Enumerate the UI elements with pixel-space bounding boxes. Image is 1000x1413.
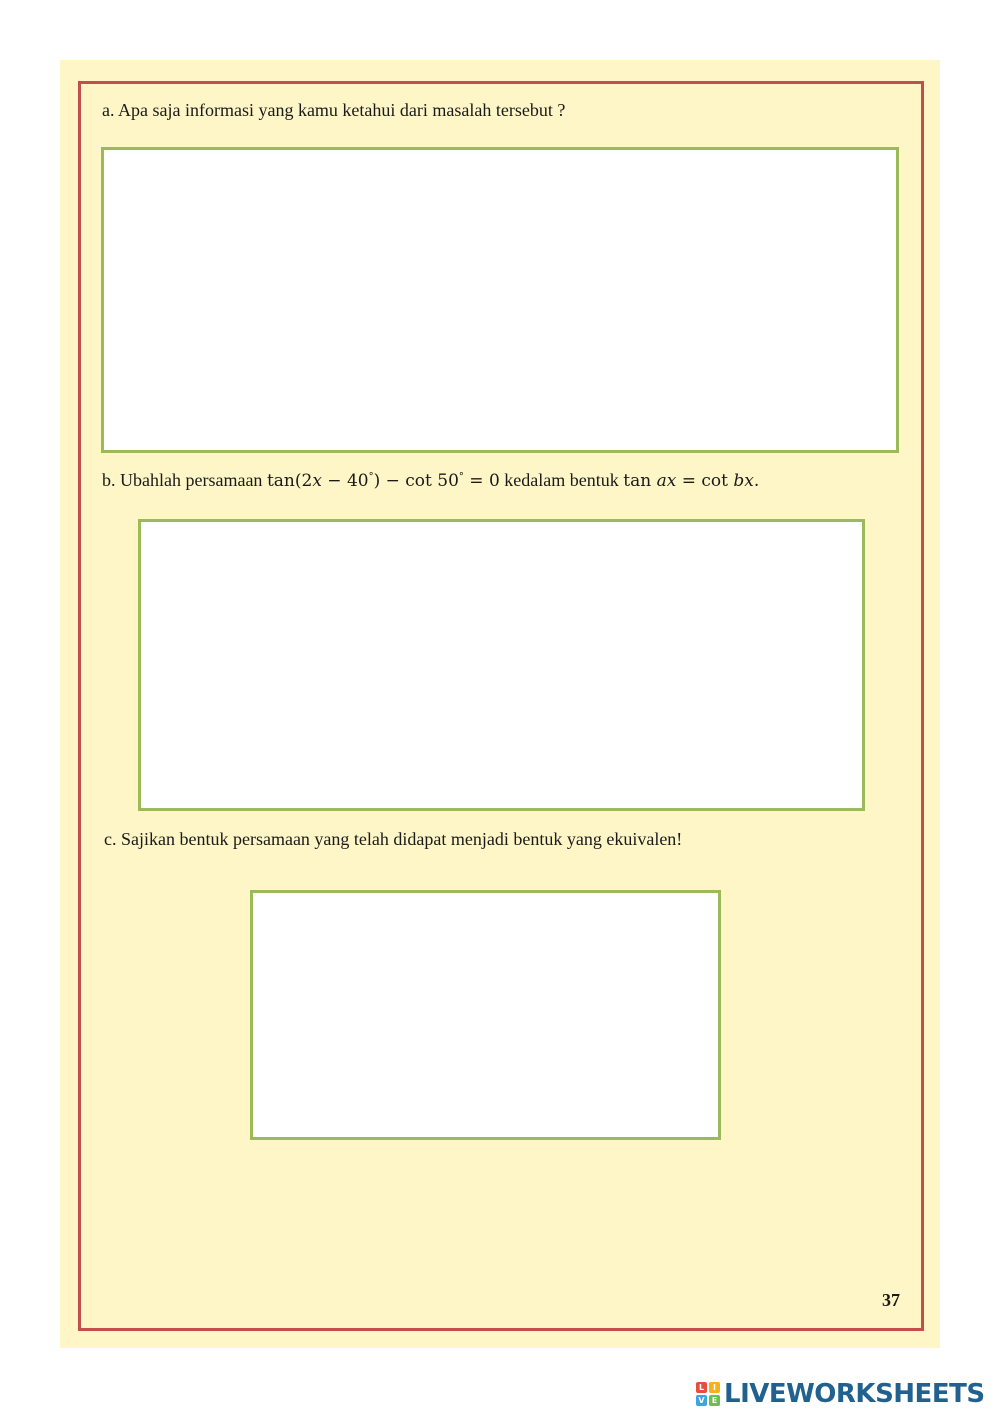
logo-mark-letter: I [709,1382,720,1393]
answer-box-a[interactable] [101,147,899,453]
equation-target: tan ax = cot bx. [623,471,760,491]
logo-mark-letter: V [696,1395,707,1406]
liveworksheets-logo [696,1379,985,1409]
answer-box-c[interactable] [250,890,721,1140]
page-number: 37 [882,1290,900,1310]
logo-mark-letter: L [696,1382,707,1393]
question-a: a. Apa saja informasi yang kamu ketahui dari masalah tersebut ? [102,100,566,120]
answer-box-b[interactable] [138,519,865,811]
question-b-prefix: b. Ubahlah persamaan [102,470,263,490]
question-b-suffix: kedalam bentuk [504,470,619,490]
question-b [102,469,759,492]
logo-text: LIVEWORKSHEETS [724,1379,985,1409]
equation-original: tan(2x − 40°) − cot 50° = 0 [266,471,500,491]
logo-mark-icon [696,1382,720,1406]
logo-mark-letter: E [709,1395,720,1406]
question-c: c. Sajikan bentuk persamaan yang telah didapat menjadi bentuk yang ekuivalen! [104,829,683,849]
